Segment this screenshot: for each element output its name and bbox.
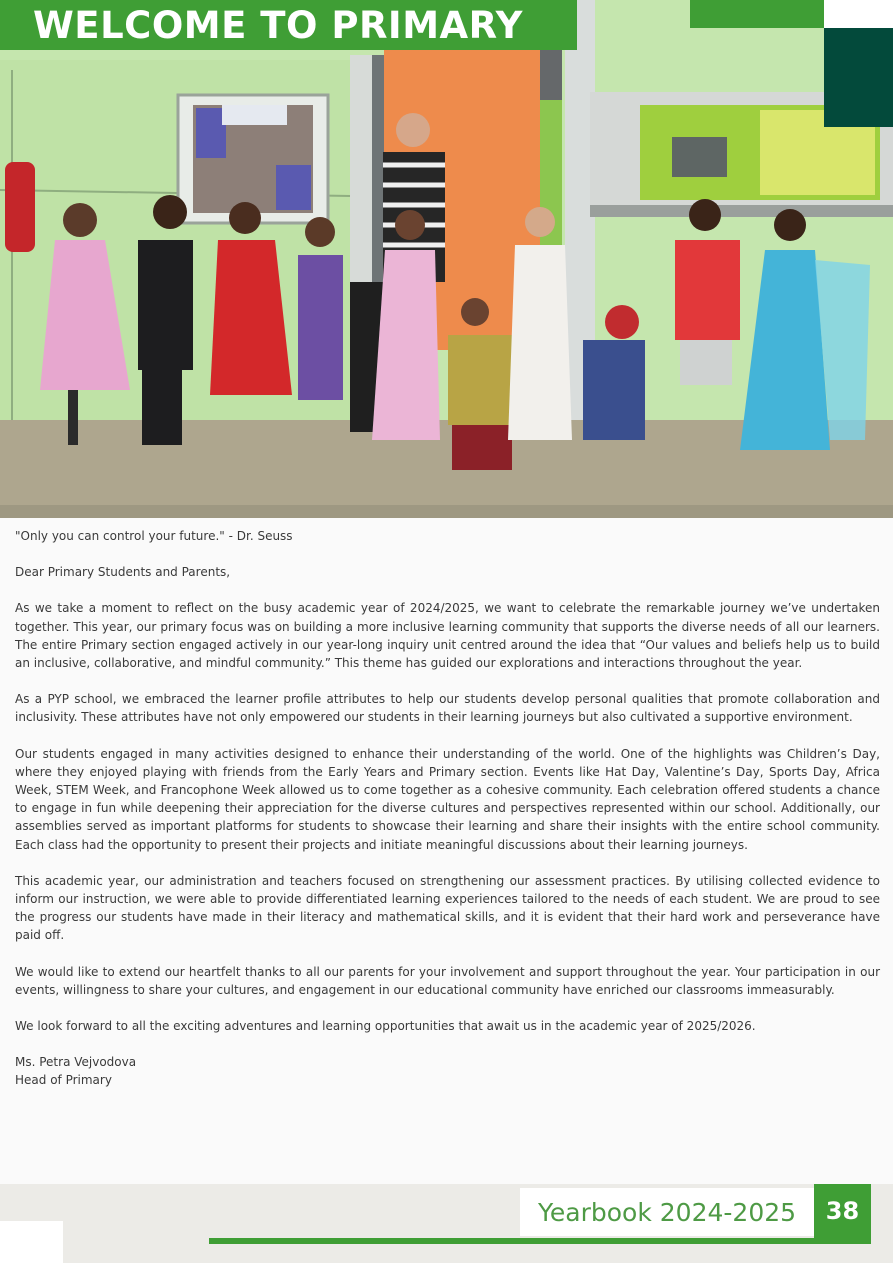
group-photo-illustration (0, 0, 893, 518)
paragraph: We look forward to all the exciting adventures and learning opportunities that await us in the academic year of 2025/2026. (15, 1019, 756, 1034)
page-title: WELCOME TO PRIMARY (0, 0, 577, 50)
footer-yearbook-label: Yearbook 2024-2025 (520, 1188, 814, 1236)
paragraph: We would like to extend our heartfelt thanks to all our parents for your involvement and support throughout the year. Your participation in our events, willingness to share your cultures, and engagement in our educational community have enriched our classrooms immeasurably. (15, 964, 880, 997)
paragraph: As we take a moment to reflect on the busy academic year of 2024/2025, we want to celebrate the remarkable journey we’ve undertaken together. This year, our primary focus was on building a more inclusive learning community that supports the diverse needs of all our learners. The entire Primary section engaged actively in our year-long inquiry unit centred around the idea that “Our values and beliefs help us to build an inclusive, collaborative, and mindful community.” This theme has guided our explorations and interactions throughout the year. (15, 601, 880, 671)
signature-role: Head of Primary (15, 1073, 112, 1088)
signature-name: Ms. Petra Vejvodova (15, 1055, 137, 1070)
letter-body (15, 527, 880, 1090)
paragraph: This academic year, our administration and teachers focused on strengthening our assessment practices. By utilising collected evidence to inform our instruction, we were able to provide differentiated learning experiences tailored to the needs of each student. We are proud to see the progress our students have made in their literacy and mathematical skills, and it is evident that their hard work and perseverance have paid off. (15, 873, 880, 943)
header-photo (0, 0, 893, 518)
decorative-white-block (824, 0, 893, 28)
opening-quote: "Only you can control your future." - Dr. Seuss (15, 529, 293, 543)
decorative-green-block (690, 0, 824, 28)
footer-divider-line (209, 1238, 871, 1244)
footer-decorative-block (0, 1221, 63, 1263)
page-number: 38 (814, 1184, 871, 1238)
paragraph: As a PYP school, we embraced the learner profile attributes to help our students develop personal qualities that promote collaboration and inclusivity. These attributes have not only empowered our students in their learning journeys but also cultivated a supportive environment. (15, 692, 880, 725)
decorative-dark-green-block (824, 28, 893, 127)
greeting: Dear Primary Students and Parents, (15, 565, 231, 580)
paragraph: Our students engaged in many activities designed to enhance their understanding of the world. One of the highlights was Children’s Day, where they enjoyed playing with friends from the Early Years and Primary section. Events like Hat Day, Valentine’s Day, Sports Day, Africa Week, STEM Week, and Francophone Week allowed us to come together as a cohesive community. Each celebration offered students a chance to engage in fun while deepening their appreciation for the diverse cultures and perspectives represented within our school. Additionally, our assemblies served as important platforms for students to showcase their learning and share their insights with the entire school community. Each class had the opportunity to present their projects and initiate meaningful discussions about their learning journeys. (15, 746, 880, 852)
